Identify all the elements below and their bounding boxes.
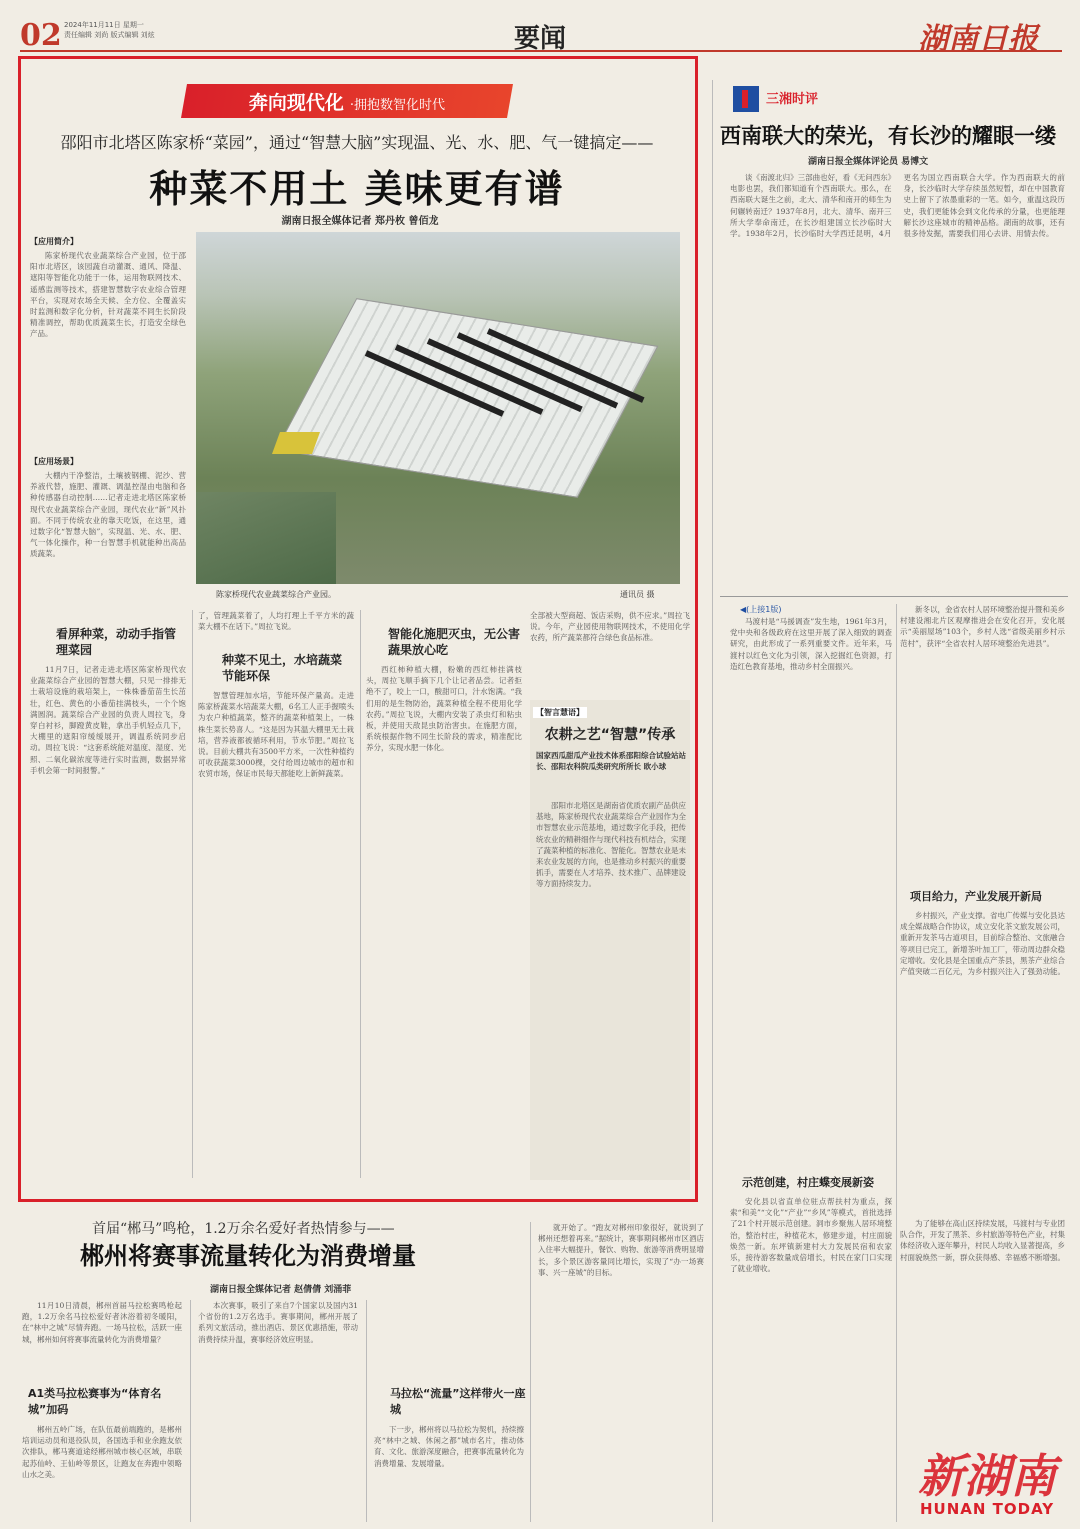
bottom-body-e bbox=[374, 1424, 524, 1522]
column-icon bbox=[733, 86, 759, 112]
bottom-body-a bbox=[22, 1300, 182, 1380]
bottom-body-c bbox=[198, 1300, 358, 1522]
body-2-paragraph: 智慧管理加水培，节能环保产量高。走进陈家桥蔬菜水培蔬菜大棚，6名工人正手握喷头为农户种植蔬菜，整齐的蔬菜种植架上，一株株生菜长势喜人。“这是因为其温大棚里无土栽培，营养液都被循环利用，节水节肥。”周拉飞说。目前大棚共有3500平方米，一次性种植约可收获蔬菜3000棵，交付给周边城市的超市和农贸市场，保证市民每天都能吃上新鲜蔬菜。 bbox=[198, 691, 354, 779]
column-separator bbox=[896, 604, 897, 1522]
bottom-subhead-a: A1类马拉松赛事为“体育名城”加码 bbox=[28, 1387, 162, 1416]
photo-credit: 通讯员 摄 bbox=[620, 590, 655, 599]
right-subhead-a: 项目给力，产业发展开新局 bbox=[910, 890, 1042, 903]
commentary-rule bbox=[720, 596, 1068, 597]
watermark-subtitle: HUNAN TODAY bbox=[920, 1500, 1055, 1518]
masthead-logo: 湖南日报 bbox=[918, 22, 1038, 57]
main-headline[interactable]: 种菜不用土 美味更有谱 bbox=[149, 167, 565, 211]
bottom-body-b-paragraph: 郴州五岭广场，在队伍最前端跑的，是郴州培训运动员和退役队员，各国选手和业余跑友依次排队，郴马赛道途经郴州城市核心区域，串联起苏仙岭、王仙岭等景区，让跑友在奔跑中领略山水之美。 bbox=[22, 1425, 182, 1479]
watermark-logo: 新湖南 bbox=[918, 1449, 1056, 1503]
right-body-c-paragraph: 为了能够在高山区持续发展，马渡村与专业团队合作，开发了黑茶、乡村旅游等特色产业，村集体经济收入逐年攀升，村民人均收入显著提高，乡村面貌焕然一新，群众获得感、幸福感不断增强。 bbox=[900, 1219, 1065, 1262]
photo-caption: 陈家桥现代农业蔬菜综合产业园。 bbox=[216, 590, 336, 599]
body-3-continued bbox=[530, 610, 690, 692]
commentary-tag: 三湘时评 bbox=[766, 92, 819, 107]
jump-line[interactable]: ◀(上接1版) bbox=[740, 605, 782, 614]
body-2-lead bbox=[198, 610, 354, 644]
body-2-lead-paragraph: 了，管理蔬菜着了，人均打理上千平方米的蔬菜大棚不在话下。”周拉飞说。 bbox=[198, 611, 354, 632]
bottom-byline: 湖南日报全媒体记者 赵倩倩 刘涌菲 bbox=[210, 1285, 352, 1295]
commentary-byline: 湖南日报全媒体评论员 易博文 bbox=[808, 157, 929, 167]
bottom-body-f-paragraph: 就开始了。“跑友对郴州印象很好，就说到了郴州还想着再来。”据统计，赛事期间郴州市区酒店入住率大幅提升，餐饮、购物、旅游等消费明显增长，多个景区游客量同比增长，实现了“办一场赛事、兴一座城”的目标。 bbox=[538, 1223, 704, 1277]
editors-text: 责任编辑 刘尚 版式编辑 刘炫 bbox=[64, 31, 155, 39]
right-subhead-b: 示范创建，村庄蝶变展新姿 bbox=[742, 1176, 874, 1189]
commentary-body bbox=[730, 172, 1065, 592]
intro-paragraph: 陈家桥现代农业蔬菜综合产业园，位于邵阳市北塔区，该园蔬自动灌溉、通风、降温、遮阳等智能化功能于一体，运用物联网技术、遥感监测等技术，搭建智慧数字农业综合管理平台，实现对农场全天候、全方位、全覆盖实时监测和数字化分析，针对蔬菜不同生长阶段精准调控，帮助优质蔬菜生长，打造安全绿色产品。 bbox=[30, 251, 186, 339]
column-separator bbox=[530, 1222, 531, 1522]
right-body-c bbox=[900, 1218, 1065, 1418]
scene-text bbox=[30, 470, 186, 600]
bottom-subhead-b: 马拉松“流量”这样带火一座城 bbox=[390, 1387, 526, 1416]
column-separator bbox=[366, 1300, 367, 1522]
bottom-body-c-paragraph: 本次赛事，吸引了来自7个国家以及国内31个省份的1.2万名选手。赛事期间，郴州开展了系列文旅活动，推出酒店、景区优惠措施，带动消费持续升温，赛事经济效应明显。 bbox=[198, 1301, 358, 1344]
sidebar-byline: 国家西瓜甜瓜产业技术体系邵阳综合试验站站长、邵阳农科院瓜类研究所所长 欧小球 bbox=[536, 751, 686, 771]
scene-paragraph: 大棚内干净整洁，土壤被钢棚、泥沙、营养液代替，施肥、灌溉、调温控湿由电脑和各种传感器自动控制……记者走进北塔区陈家桥现代农业蔬菜综合产业园，现代农业“新”风扑面。不同于传统农业的靠天吃饭，在这里，通过数字化“智慧大脑”，实现温、光、水、肥、气一体化操作，种一台智慧手机就能种出高品质蔬菜。 bbox=[30, 471, 186, 559]
column-separator bbox=[712, 80, 713, 1522]
right-body-e bbox=[730, 1196, 892, 1522]
bottom-body-f bbox=[538, 1222, 704, 1522]
right-body-d bbox=[900, 910, 1065, 1210]
pond-area bbox=[196, 492, 336, 584]
column-separator bbox=[192, 610, 193, 1178]
sidebar-title: 农耕之艺“智慧”传承 bbox=[544, 727, 676, 743]
bottom-kicker: 首届“郴马”鸣枪，1.2万余名爱好者热情参与—— bbox=[92, 1221, 395, 1237]
commentary-paragraph: 谈《南渡北归》三部曲也好，看《无问西东》电影也罢，我们都知道有个西南联大。那么，在西南联大诞生之前，北大、清华和南开的师生为何辗转南迁？1937年8月，北大、清华、南开三所大学奉命南迁，在长沙组建国立长沙临时大学。1938年2月，长沙临时大学西迁昆明，4月更名为国立西南联合大学。作为西南联大的前身，长沙临时大学存续虽然短暂，却在中国教育史上留下了浓墨重彩的一笔。如今，重温这段历史，我们更能体会到文化传承的分量，也更能理解长沙这座城市的精神品格。湖南的故事，还有很多待发掘，需要我们用心去讲、用情去传。 bbox=[730, 173, 1065, 239]
right-body-b bbox=[900, 604, 1065, 880]
banner-text: 奔向现代化 bbox=[248, 91, 344, 114]
date-line bbox=[64, 20, 155, 40]
body-1-paragraph: 11月7日，记者走进北塔区陈家桥现代农业蔬菜综合产业园的智慧大棚，只见一排排无土栽培设施的栽培架上，一株株番茄苗生长茁壮，红色、黄色的小番茄挂满枝头，一个个饱满圆润。蔬菜综合产业园的负责人周拉飞，身穿白衬衫，脚蹬黄皮鞋，拿出手机轻点几下，大棚里的遮阳帘缓缓展开，调温系统同步启动。周拉飞说：“这套系统能对温度、湿度、光照、二氧化碳浓度等进行实时监测，数据异常手机会第一时间报警。” bbox=[30, 665, 186, 775]
body-1 bbox=[30, 664, 186, 1174]
body-3-paragraph: 西红柿种植大棚，粉嫩的西红柿挂满枝头，周拉飞顺手摘下几个让记者品尝。记者拒绝不了，咬上一口，酸甜可口，汁水饱满。“我们用的是生物防治，蔬菜种植全程不使用化学农药。”周拉飞说，大棚内安装了杀虫灯和粘虫板，并使用天敌昆虫防治害虫。在施肥方面，系统根据作物不同生长阶段的需求，精准配比养分，实现水肥一体化。 bbox=[366, 665, 522, 753]
right-body-d-paragraph: 乡村振兴，产业支撑。省电广传媒与安化县达成全媒战略合作协议，成立安化茶文旅发展公司，重新开发茶马古道项目，目前综合整治、文旅融合等项目已完工，新增茶叶加工厂，带动周边群众稳定增收。安化县是全国重点产茶县，黑茶产业综合产值突破二百亿元，为乡村振兴注入了强劲动能。 bbox=[900, 911, 1065, 977]
tourist-cart bbox=[272, 432, 320, 454]
bottom-body-d bbox=[374, 1300, 524, 1380]
section-title: 要闻 bbox=[513, 24, 566, 54]
column-banner bbox=[181, 84, 513, 118]
body-3 bbox=[366, 664, 522, 1174]
right-body-e-paragraph: 安化县以省直单位驻点帮扶村为重点，探索“和美”“文化”“产业”“乡风”等模式，首批选择了21个村开展示范创建。洞市乡聚焦人居环境整治，整治村庄，种植花木，修建步道，村庄面貌焕然一新。东坪镇新建村大力发展民宿和农家乐，接待游客数量成倍增长，村民在家门口实现了就业增收。 bbox=[730, 1197, 892, 1274]
sidebar-body bbox=[536, 800, 686, 1170]
header-rule bbox=[20, 50, 1062, 52]
right-body-a-paragraph: 马渡村是“马援调查”发生地，1961年3月，党中央和各级政府在这里开展了深入细致的调查研究，由此形成了一系列重要文件。近年来，马渡村以红色文化为引领，深入挖掘红色资源，打造红色教育基地，推动乡村全面振兴。 bbox=[730, 617, 892, 671]
scene-tag: 【应用场景】 bbox=[30, 457, 78, 466]
greenhouse-photo bbox=[196, 232, 680, 584]
right-body-b-paragraph: 新冬以，金省农村人居环境整治提升暨和美乡村建设湘北片区观摩推进会在安化召开，安化展示“美丽屋场”103个，乡村人选“省级美丽乡村示范村”，获评“全省农村人居环境整治先进县”。 bbox=[900, 605, 1065, 648]
intro-tag: 【应用简介】 bbox=[30, 237, 78, 246]
column-separator bbox=[360, 610, 361, 1178]
banner-subtext: ·拥抱数智化时代 bbox=[349, 97, 446, 113]
bottom-body-e-paragraph: 下一步，郴州将以马拉松为契机，持续擦亮“林中之城、休闲之都”城市名片，推动体育、文化、旅游深度融合，把赛事流量转化为消费增量、发展增量。 bbox=[374, 1425, 524, 1468]
date-text: 2024年11月11日 星期一 bbox=[64, 21, 144, 29]
intro-text bbox=[30, 250, 186, 450]
body-2 bbox=[198, 690, 354, 1174]
sidebar-tag: 【智言慧语】 bbox=[533, 707, 587, 718]
commentary-title[interactable]: 西南联大的荣光，有长沙的耀眼一缕 bbox=[720, 124, 1056, 148]
bottom-body-a-paragraph: 11月10日清晨，郴州首届马拉松赛鸣枪起跑，1.2万余名马拉松爱好者沐浴着初冬暖阳，在“林中之城”尽情奔跑。一场马拉松，活跃一座城，郴州如何将赛事流量转化为消费增量？ bbox=[22, 1301, 182, 1344]
body-3-continued-paragraph: 全部被大型商超、饭店采购，供不应求。”周拉飞说。今年，产业园使用物联网技术，不使用化学农药，所产蔬菜都符合绿色食品标准。 bbox=[530, 611, 690, 643]
bottom-body-b bbox=[22, 1424, 182, 1522]
subhead-3: 智能化施肥灭虫，无公害蔬果放心吃 bbox=[388, 627, 521, 657]
bottom-headline[interactable]: 郴州将赛事流量转化为消费增量 bbox=[80, 1242, 416, 1270]
page-number: 02 bbox=[20, 18, 62, 53]
right-body-a bbox=[730, 616, 892, 1228]
subhead-2: 种菜不见土，水培蔬菜节能环保 bbox=[222, 653, 343, 683]
subhead-1: 看屏种菜，动动手指管理菜园 bbox=[56, 627, 177, 657]
column-separator bbox=[190, 1300, 191, 1522]
sidebar-paragraph: 邵阳市北塔区是湖南省优质农副产品供应基地，陈家桥现代农业蔬菜综合产业园作为全市智慧农业示范基地，通过数字化手段，把传统农业的精耕细作与现代科技有机结合，实现了蔬菜种植的标准化、智能化。智慧农业是未来农业发展的方向，也是推动乡村振兴的重要抓手，需要在人才培养、技术推广、品牌建设等方面持续发力。 bbox=[536, 801, 686, 889]
main-byline: 湖南日报全媒体记者 郑丹枚 曾佰龙 bbox=[281, 216, 439, 227]
main-kicker: 邵阳市北塔区陈家桥“菜园”，通过“智慧大脑”实现温、光、水、肥、气一键搞定—— bbox=[60, 133, 654, 152]
